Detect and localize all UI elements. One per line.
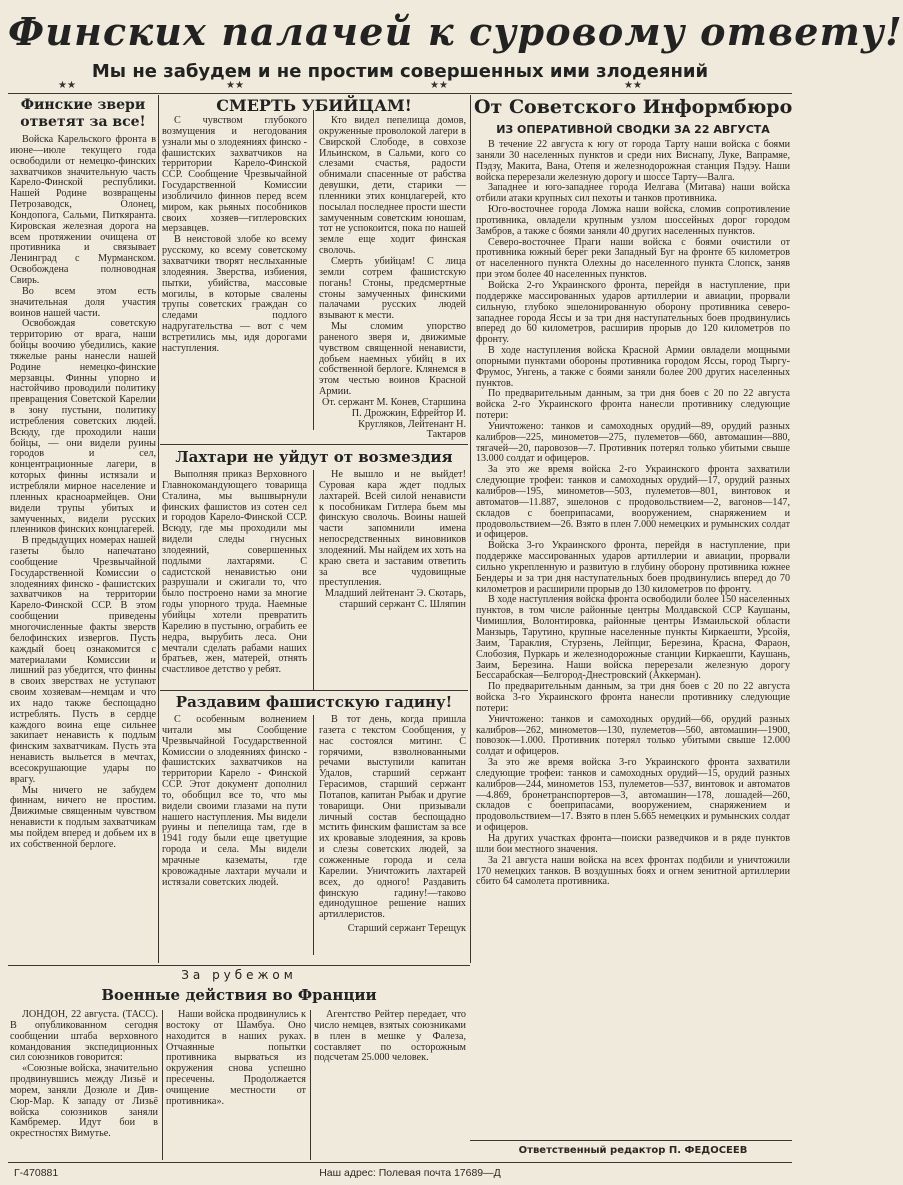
stars-left: ★★ [58, 80, 76, 91]
art4-signature: Старший сержант Терещук [347, 923, 466, 935]
sovinform-title: От Советского Информбюро [474, 96, 793, 118]
stars-left-center: ★★ [226, 80, 244, 91]
article-body-lakhtari-col1 [162, 470, 307, 688]
rule-abroad [8, 965, 470, 966]
column-rule-art4 [313, 715, 314, 955]
sovinform-p3: Юго-восточнее города Ломжа наши войска, сломив сопротивление противника, овладели крупным узлом шоссейных дорог городом Замбров, а также с боями заняли 40 других населенных пунктов. [476, 204, 790, 237]
sovinform-p6: В ходе наступления войска Красной Армии овладели мощными опорными пунктами обороны противника городом Яссы, город Тыргу-Фрумос, Унгень, а также с боями заняли более 200 других населенных пунктов. [476, 345, 790, 389]
sovinform-p10: Войска 3-го Украинского фронта, перейдя в наступление, при поддержке массированных ударов артиллерии и авиации, прорвали сильно укрепленную и развитую в глубину оборону противника южнее Бендеры и за три дня наступательных боев продвинулись вперед до 70 километров и расширили прорыв до 130 километров по фронту. [476, 540, 790, 595]
art2-p2: В неистовой злобе ко всему русскому, ко всему советскому захватчики творят неслыханные злодеяния. Зверства, избиения, пытки, убийства, массовые могилы, в которые свалены трупы советских граждан со следами подлого надругательства — вот с чем встретились мы, идя дорогами наступления. [162, 234, 307, 354]
sovinform-p9: За это же время войска 2-го Украинского фронта захватили следующие трофеи: танков и самоходных орудий—17, орудий разных калибров—195, минометов—503, пулеметов—801, винтовок и автоматов—11.887, эшелонов с продовольствием—2, вагонов—147, складов с боеприпасами, вооружением, снаряжением и продовольствием—26. Взято в плен 7.000 немецких и румынских солдат и офицеров. [476, 464, 790, 541]
article-body-finnish-beasts [10, 135, 156, 961]
column-rule-2 [470, 95, 471, 963]
art3-signature: Младший лейтенант Э. Скотарь, старший сержант С. Шляпин [325, 588, 466, 611]
article-title-france: Военные действия во Франции [101, 986, 377, 1004]
print-code: Г-470881 [14, 1167, 59, 1179]
france-body-col3 [314, 1010, 466, 1160]
editor-line: Ответственный редактор П. ФЕДОСЕЕВ [518, 1145, 748, 1156]
sovinform-p4: Северо-восточнее Праги наши войска с боями очистили от противника южный берег реки Западный Буг на фронте 65 километров от населенного пункта Олехны до населенного пункта Слопск, заняв при этом более 40 населенных пунктов. [476, 236, 790, 281]
column-rule-abroad-1 [162, 1010, 163, 1160]
sovinform-body [476, 140, 790, 1138]
sovinform-p13: Уничтожено: танков и самоходных орудий—66, орудий разных калибров—262, минометов—130, пулеметов—560, автомашин—1900, повозок—1.000. Противник потерял только убитыми свыше 12.000 солдат и офицеров. [476, 713, 790, 758]
art1-p4: В предыдущих номерах нашей газеты было напечатано сообщение Чрезвычайной Государственной Комиссии о злодеяниях финско - фашистских захватчиков на территории Карело-Финской ССР. В этом сообщении приведены многочисленные факты зверств белофинских извергов. Пусть каждый боец ознакомится с материалами Комиссии и лишний раз убедится, что финны в своих зверствах не уступают своим хозяевам—немцам и что их надо также беспощадно истреблять. Пусть в сердце каждого воина еще сильнее закипает ненависть к подлым финским захватчикам. Пусть эта ненависть выльется в мечтах, всесокрушающие удары по врагу. [10, 535, 156, 785]
art1-p2: Во всем этом есть значительная доля участия воинов нашей части. [10, 285, 156, 319]
rule-art3 [160, 444, 468, 445]
sovinform-p11: В ходе наступления войска фронта освободили более 150 населенных пунктов, в том числе районные центры Молдавской ССР Каушаны, Чимишлия, Волонтировка, районные центры Измаильской области Манзырь, Тарутино, крупные населенные пункты Киркаешти, Урсойя, Заим, Тараклия, Стурзень, Лейпциг, Березина, Красна, Фараон, Слобозия, Пуркарь и железнодорожные станции Киркаешти, Каушань, Заим, Березина. Наши войска перерезали железную дорогу Бессарабская—Белгород-Днестровский (Аккерман). [476, 594, 790, 682]
sovinform-p8: Уничтожено: танков и самоходных орудий—89, орудий разных калибров—225, минометов—275, пулеметов—660, автомашин—880, тягачей—20, паровозов—7. Противник потерял только убитыми свыше 13.000 солдат и офицеров. [476, 420, 790, 465]
france-p1: ЛОНДОН, 22 августа. (ТАСС). В опубликованном сегодня сообщении штаба верховного командования экспедиционных сил союзников говорится: [10, 1009, 158, 1064]
main-headline: Финских палачей к суровому ответу! [8, 9, 903, 54]
article-body-crush-col2 [319, 715, 466, 960]
footer-rule [8, 1162, 792, 1163]
art4-p1: С особенным волнением читали мы Сообщение Чрезвычайной Государственной Комиссии о злодеяниях финско - фашистских захватчиков на территории Карело - Финской ССР. Этот документ дополнил то, обобщил все то, что мы видели своими глазами на пути нашего наступления. Мы видели руины и пепелища там, где в 1941 году были еще цветущие города и села. Мы видели мрачные казематы, где кровожадные лахтари мучали и истязали советских людей. [162, 714, 307, 888]
sovinform-subtitle: ИЗ ОПЕРАТИВНОЙ СВОДКИ ЗА 22 АВГУСТА [496, 123, 770, 136]
sovinform-p5: Войска 2-го Украинского фронта, перейдя в наступление, при поддержке массированных ударов артиллерии и авиации, прорвали сильную, глубоко эшелонированную оборону противника северо-западнее города Яссы и за три дня наступательных боев продвинулись вперед до 60 километров, расширив прорыв до 120 километров по фронту. [476, 279, 790, 346]
article-body-death-to-killers-col2 [319, 116, 466, 440]
sovinform-p16: За 21 августа наши войска на всех фронтах подбили и уничтожили 170 немецких танков. В воздушных боях и огнем зенитной артиллерии сбито 64 самолета противника. [476, 854, 790, 888]
sovinform-p15: На других участках фронта—поиски разведчиков и в ряде пунктов шли бои местного значения. [476, 833, 790, 855]
art3-p2: Не вышло и не выйдет! Суровая кара ждет подлых лахтарей. Всей силой ненависти к пособникам Гитлера бьем мы финскую сволочь. Воины нашей части запомнили имена непосредственных виновников злодеяний. Мы найдем их хоть на краю света и заставим ответить за все чудовищные преступления. [319, 469, 466, 589]
article-title-death-to-killers: СМЕРТЬ УБИЙЦАМ! [216, 96, 412, 115]
art1-p3: Освобождая советскую территорию от врага, наши бойцы воочию убедились, какие тяжелые раны нанесли нашей Родине немецко-финские мерзавцы. Финны упорно и настойчиво проводили политику превращения Советской Карелии в зону пустыни, политику истребления советских людей. Всюду, где проходили наши бойцы, — они видели руины городов и сел, концентрационные лагери, в которых финны истязали и истребляли мирное население и пленных красноармейцев. Они видели трупы убитых и замученных, видели русских пленников финских концлагерей. [10, 318, 156, 536]
france-body-col2 [166, 1010, 306, 1160]
article-body-lakhtari-col2 [319, 470, 466, 688]
article-body-death-to-killers-col1 [162, 116, 307, 440]
art2-p1: С чувством глубокого возмущения и негодования узнали мы о злодеяниях финско - фашистских захватчиков на территории Карело-Финской ССР. Сообщение Чрезвычайной Государственной Комиссии изобличило финнов перед всем миром, как рьяных пособников своих хозяев—гитлеровских мерзавцев. [162, 115, 307, 235]
art2-p3: Кто видел пепелища домов, окруженные проволокой лагери в Свирской Слободе, в совхозе Ильинском, в Сальми, кого со слезами счастья, радости обнимали спасенные от рабства девушки, дети, старики — пленники этих концлагерей, кто посылал последнее прости шести замученным советским юношам, тот не успокоится, пока по нашей земле еще ходит финская сволочь. [319, 115, 466, 257]
article-title-crush-the-reptile: Раздавим фашистскую гадину! [175, 693, 453, 711]
sovinform-p14: За это же время войска 3-го Украинского фронта захватили следующие трофеи: танков и самоходных орудий—15, орудий разных калибров—244, минометов 153, пулеметов—537, винтовок и автоматов—4.869, бронетранспортеров—3, автомашин—178, лошадей—260, складов с боеприпасами, вооружением, снаряжением и продовольствием—17. Взято в плен 5.665 немецких и румынских солдат и офицеров. [476, 757, 790, 834]
column-rule-1 [158, 95, 159, 963]
art3-p1: Выполняя приказ Верховного Главнокомандующего товарища Сталина, мы вышвырнули финских фашистов из сотен сел и городов Карело-Финской ССР. Всюду, где мы проходили мы видели следы гнусных злодеяний, совершенных подлыми лахтарями. С садистской ненавистью они разрушали и сжигали то, что было построено нами за многие годы упорного труда. Наемные убийцы хотели превратить Карелию в пустыню, ограбить ее недра, вырубить леса. Они мечтали сделать рабами наших братьев, жен, матерей, отнять счастливое детство у ребят. [162, 469, 307, 676]
column-rule-art2 [313, 110, 314, 430]
france-p2: «Союзные войска, значительно продвинувшись между Лизьё и морем, заняли Дозюле и Див-Сюр-Мар. К западу от Лизьё войска союзников заняли Камбремер. Идут бои в окрестностях Вимутье. [10, 1063, 158, 1140]
sovinform-p2: Западнее и юго-западнее города Иелгава (Митава) наши войска отбили атаки крупных сил пехоты и танков противника. [476, 182, 790, 205]
rubric-abroad: За рубежом [181, 968, 297, 982]
stars-center: ★★ [430, 80, 448, 91]
france-body-col1 [10, 1010, 158, 1160]
article-title-finnish-beasts: Финские звери ответят за все! [20, 97, 146, 130]
rule-editor [470, 1140, 792, 1141]
art2-p4: Смерть убийцам! С лица земли сотрем фашистскую погань! Стоны, предсмертные стоны замученных финскими палачами русских людей взывают к мести. [319, 255, 466, 322]
rule-art4 [160, 690, 468, 691]
column-rule-art3 [313, 470, 314, 690]
france-p3: Наши войска продвинулись к востоку от Шамбуа. Оно находится в наших руках. Отчаянные попытки противника вырваться из окружения снова успешно пресечены. Продолжается очищение местности от противника». [166, 1009, 306, 1107]
france-p4: Агентство Рейтер передает, что число немцев, взятых союзниками в плен в мешке у Фалеза, составляет по осторожным подсчетам 25.000 человек. [314, 1009, 466, 1064]
article-title-lakhtari: Лахтари не уйдут от возмездия [175, 448, 453, 466]
article-body-crush-col1 [162, 715, 307, 960]
field-post-address: Наш адрес: Полевая почта 17689—Д [319, 1167, 501, 1179]
art4-p2: В тот день, когда пришла газета с текстом Сообщения, у нас состоялся митинг. С горячими, взволнованными речами выступили капитан Удалов, старший сержант Герасимов, старший сержант Потапов, капитан Рыбак и другие товарищи. Они призывали личный состав беспощадно мстить финским фашистам за все их кровавые злодеяния, за кровь и слезы советских людей, за сожженные города и села Карелии. Уничтожить лахтарей всех, до одного! Раздавить финскую гадину!—таково единодушное решение наших артиллеристов. [319, 714, 466, 921]
sovinform-p7: По предварительным данным, за три дня боев с 20 по 22 августа войска 2-го Украинского фронта нанесли противнику следующие потери: [476, 388, 790, 422]
art2-p5: Мы сломим упорство раненого зверя и, движимые чувством священной ненависти, добьем наемных убийц в их собственной берлоге. Клянемся в этом честью воинов Красной Армии. [319, 321, 466, 398]
sovinform-p1: В течение 22 августа к югу от города Тарту наши войска с боями заняли 30 населенных пунктов и среди них Виснапу, Луке, Вапрамяе, Пэдзу, Макита, Вана, Отепя и железнодорожная станция Пэдэу. Наши войска перерезали железную дорогу и шоссе Тарту—Валга. [476, 139, 790, 183]
sovinform-p12: По предварительным данным, за три дня боев с 20 по 22 августа войска 3-го Украинского фронта нанесли противнику следующие потери: [476, 681, 790, 714]
art1-p5: Мы ничего не забудем финнам, ничего не простим. Движимые священным чувством ненависти к подлым захватчикам мы пойдем вперед и добьем их в их собственной берлоге. [10, 784, 156, 850]
column-rule-abroad-2 [310, 1010, 311, 1160]
subheadline: Мы не забудем и не простим совершенных ими злодеяний [91, 61, 709, 82]
art1-p1: Войска Карельского фронта в июне—июле текущего года освободили от немецко-финских захватчиков значительную часть Карело-Финской республики. Нашей Родине возвращены Петрозаводск, Олонец, Кондопога, Сальми, Питкяранта. Кировская железная дорога на всем протяжении очищена от противника и связывает Ленинград с Мурманском. Освобождена полноводная Свирь. [10, 134, 156, 286]
art2-signature: От. сержант М. Конев, Старшина П. Дрожжин, Ефрейтор И. Кругляков, Лейтенант Н. Тактаров [322, 396, 466, 441]
stars-right: ★★ [624, 80, 642, 91]
masthead-rule [8, 93, 792, 94]
